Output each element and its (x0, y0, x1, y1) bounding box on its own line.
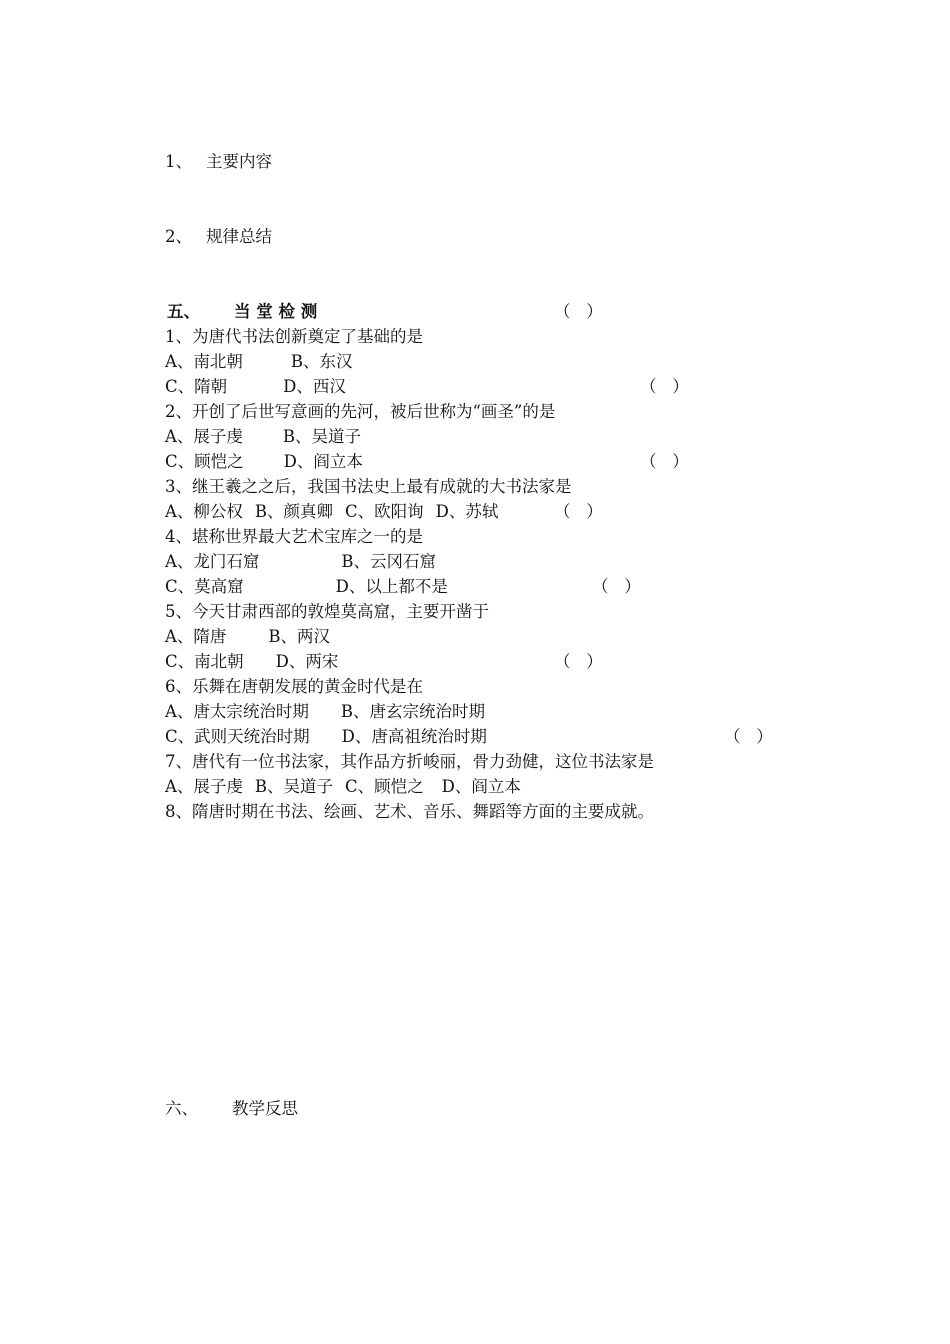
question-1-options-row1 (144, 324, 353, 371)
option-b: B、两汉 (268, 627, 331, 646)
option-a: A、南北朝 (164, 352, 243, 371)
option-a: A、展子虔 (164, 777, 243, 796)
question-2-options-row2 (144, 424, 363, 471)
question-1 (144, 299, 844, 346)
option-c: C、顾恺之 (164, 452, 244, 471)
question-8 (144, 774, 654, 821)
question-5-answer-paren: （ ） (592, 577, 641, 596)
summary-item-2-text: 规律总结 (205, 227, 272, 246)
question-7-text: 7、唐代有一位书法家，其作品方折峻丽，骨力劲健，这位书法家是 (164, 752, 654, 771)
section5-title: 当 堂 检 测 (233, 302, 318, 321)
question-5 (144, 574, 844, 621)
section6-num: 六、 (164, 1099, 198, 1118)
summary-item-1-num: 1、 (164, 152, 192, 171)
question-8-text: 8、隋唐时期在书法、绘画、艺术、音乐、舞蹈等方面的主要成就。 (164, 802, 654, 821)
option-d: D、阎立本 (441, 777, 521, 796)
question-7-answer-paren: （ ） (724, 727, 773, 746)
question-6-answer-paren: （ ） (554, 652, 603, 671)
option-b: B、云冈石窟 (341, 552, 437, 571)
option-c: C、武则天统治时期 (164, 727, 310, 746)
section6-title: 教学反思 (231, 1099, 298, 1118)
option-d: D、以上都不是 (335, 577, 448, 596)
option-c: C、欧阳询 (345, 502, 424, 521)
summary-item-2-num: 2、 (164, 227, 192, 246)
question-3-options (144, 474, 499, 521)
option-b: B、唐玄宗统治时期 (340, 702, 486, 721)
question-6-options-row1 (144, 674, 486, 721)
question-3 (144, 449, 844, 496)
option-c: C、隋朝 (164, 377, 228, 396)
option-b: B、吴道子 (282, 427, 362, 446)
option-c: C、南北朝 (164, 652, 244, 671)
question-2 (144, 374, 844, 421)
option-b: B、东汉 (290, 352, 353, 371)
option-d: D、唐高祖统治时期 (341, 727, 487, 746)
question-4-options-row1 (144, 524, 437, 571)
question-1-answer-paren: （ ） (554, 302, 603, 321)
option-d: D、两宋 (275, 652, 339, 671)
question-4 (144, 499, 844, 546)
question-3-answer-paren: （ ） (640, 452, 689, 471)
summary-item-1-text: 主要内容 (205, 152, 272, 171)
question-2-answer-paren: （ ） (640, 377, 689, 396)
option-d: D、苏轼 (435, 502, 499, 521)
option-a: A、柳公权 (164, 502, 243, 521)
question-2-options-row1 (144, 399, 362, 446)
option-d: D、西汉 (283, 377, 346, 396)
question-4-options-row2 (144, 549, 448, 596)
question-3-text: 3、继王羲之之后，我国书法史上最有成就的大书法家是 (164, 477, 572, 496)
summary-item-1 (144, 124, 272, 171)
question-6 (144, 649, 844, 696)
question-6-options-row2 (144, 699, 487, 746)
question-7-options (144, 749, 521, 796)
question-5-options-row1 (144, 599, 331, 646)
option-c: C、莫高窟 (164, 577, 244, 596)
option-b: B、颜真卿 (254, 502, 334, 521)
summary-item-2 (144, 199, 272, 246)
question-4-text: 4、堪称世界最大艺术宝库之一的是 (164, 527, 423, 546)
question-2-text: 2、开创了后世写意画的先河，被后世称为“画圣”的是 (164, 402, 556, 421)
option-d: D、阎立本 (283, 452, 363, 471)
section5-heading (144, 274, 318, 321)
question-4-answer-paren: （ ） (554, 502, 603, 521)
option-c: C、顾恺之 (345, 777, 424, 796)
option-a: A、唐太宗统治时期 (164, 702, 309, 721)
section5-num: 五、 (166, 302, 200, 321)
question-7 (144, 724, 844, 771)
question-5-text: 5、今天甘肃西部的敦煌莫高窟，主要开凿于 (164, 602, 489, 621)
option-a: A、龙门石窟 (164, 552, 260, 571)
question-5-options-row2 (144, 624, 339, 671)
question-6-text: 6、乐舞在唐朝发展的黄金时代是在 (164, 677, 423, 696)
question-1-options-row2 (144, 349, 346, 396)
section6-heading (144, 1071, 298, 1118)
option-b: B、吴道子 (254, 777, 334, 796)
option-a: A、展子虔 (164, 427, 243, 446)
option-a: A、隋唐 (164, 627, 227, 646)
question-1-text: 1、为唐代书法创新奠定了基础的是 (164, 327, 423, 346)
